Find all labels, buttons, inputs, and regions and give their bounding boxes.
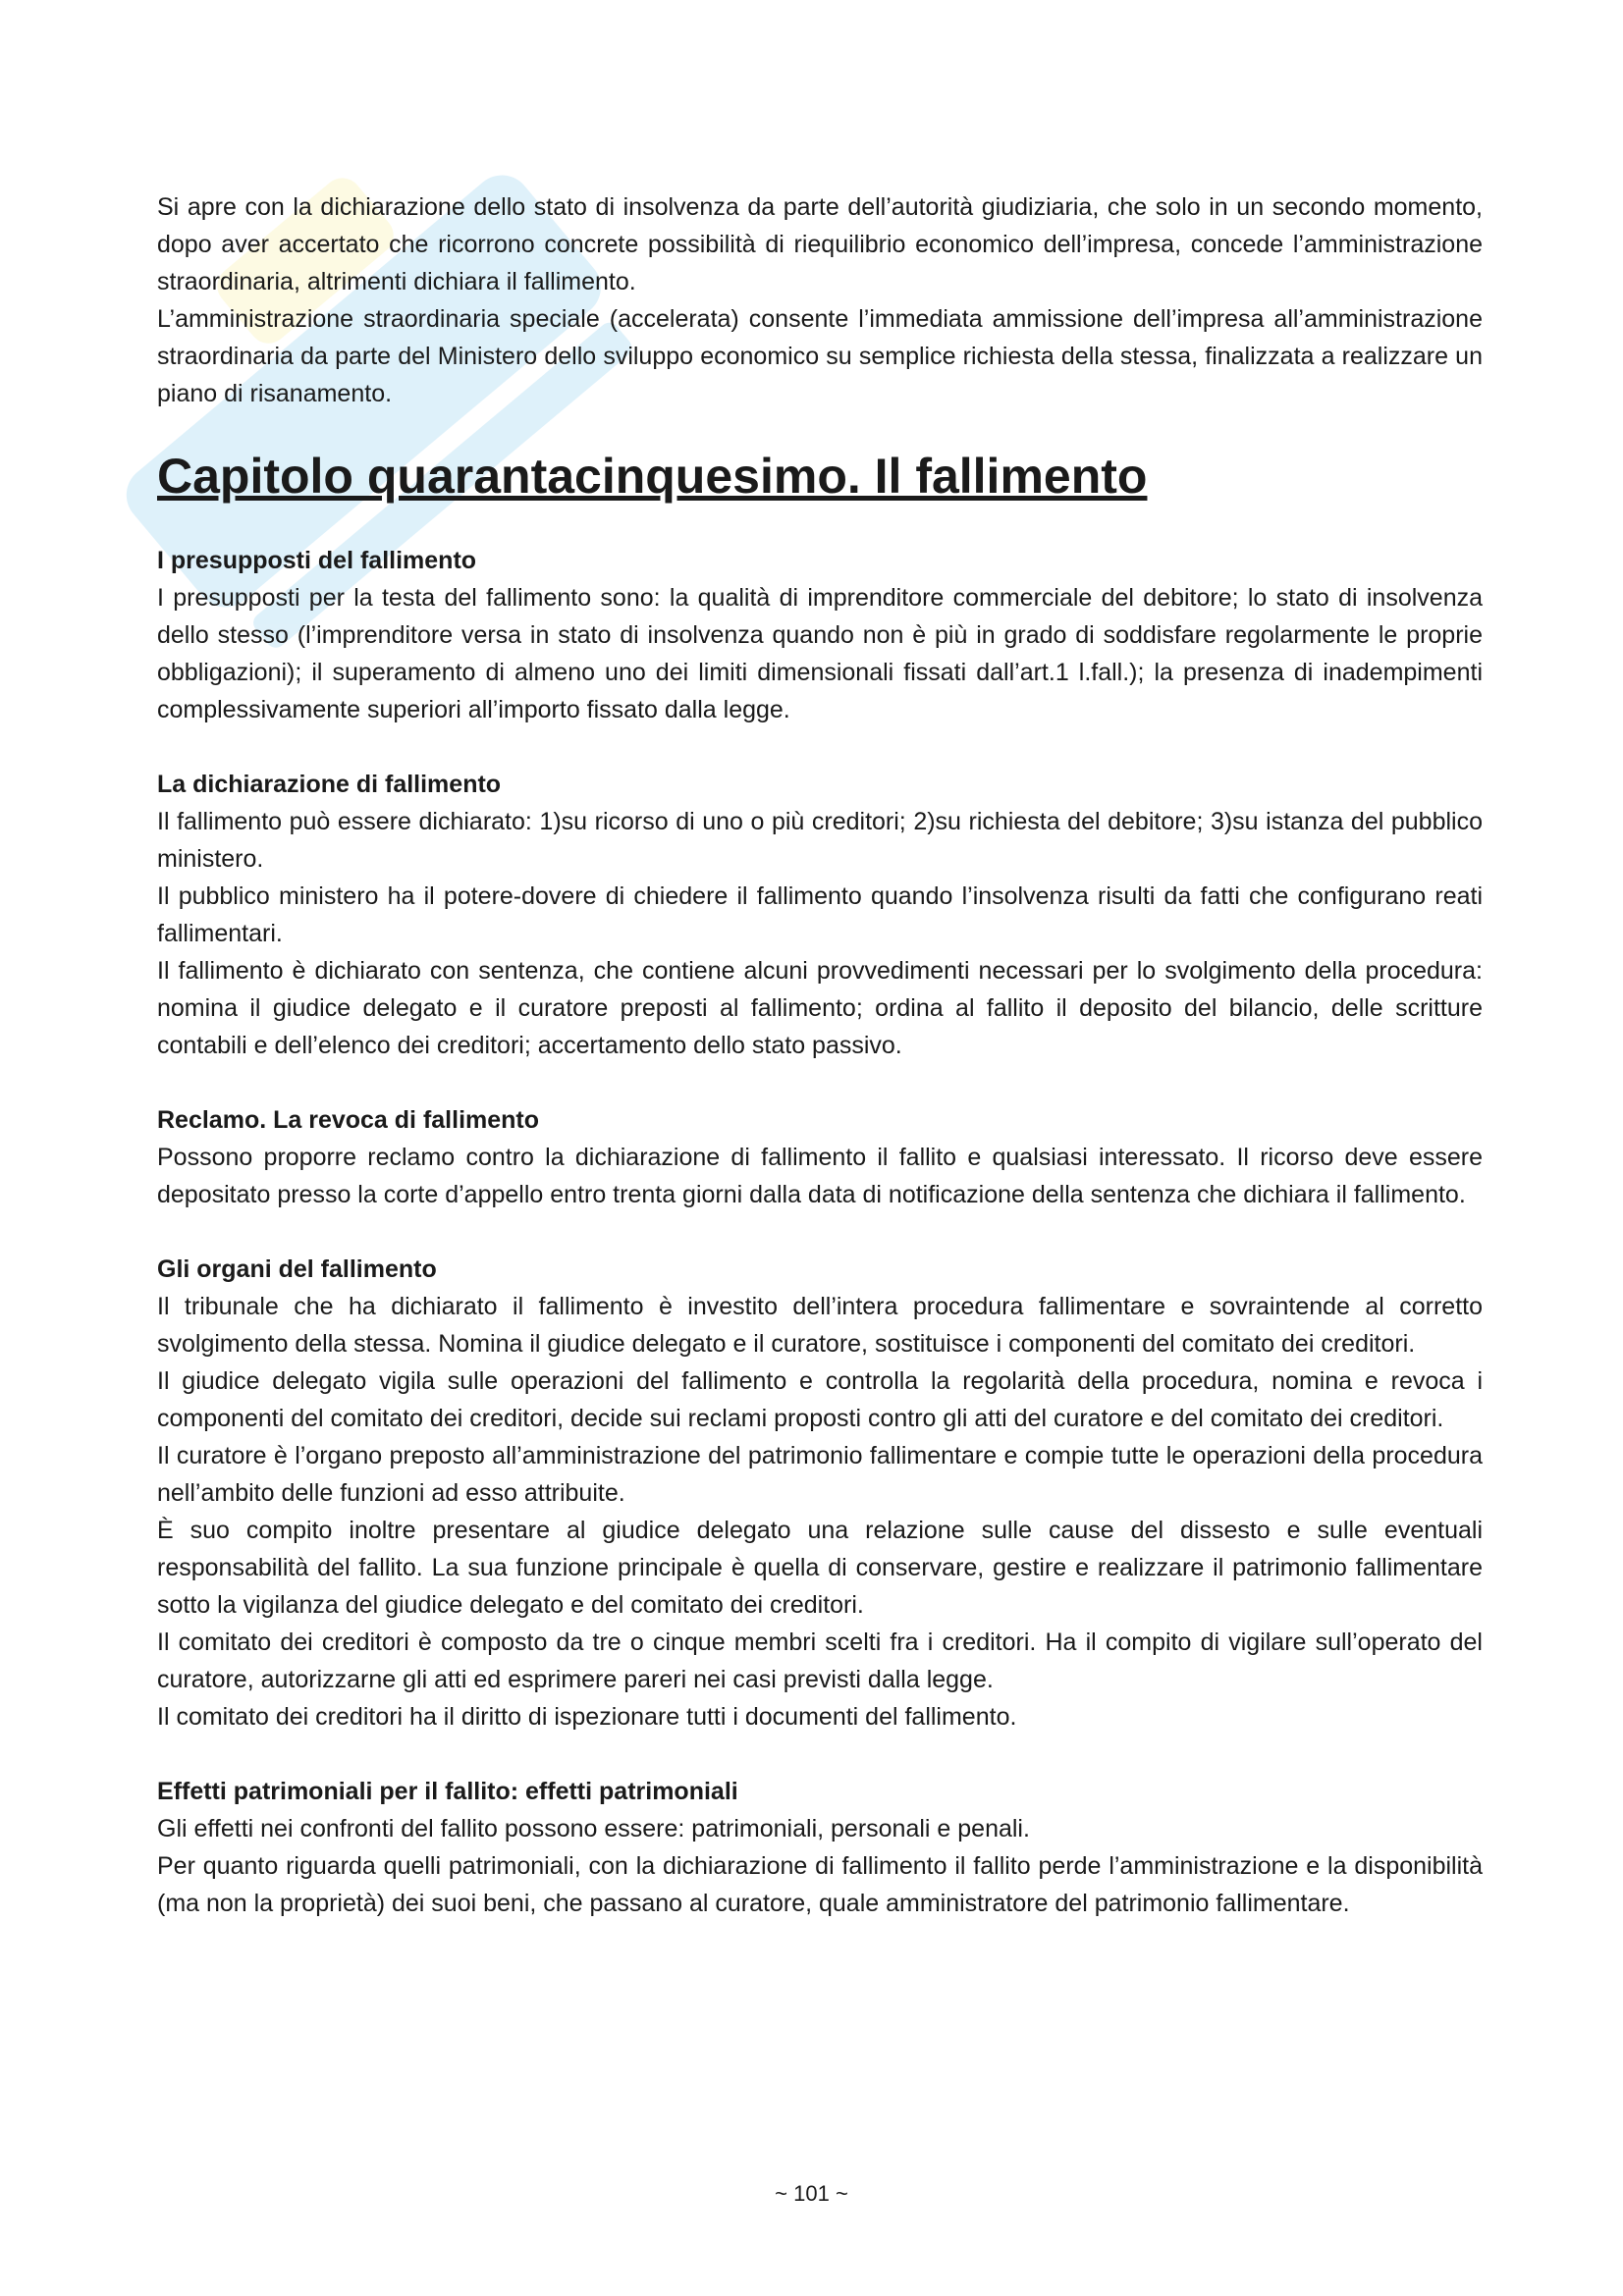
section-paragraph: I presupposti per la testa del fallimento sono: la qualità di imprenditore commerciale del debitore; lo stato di insolvenza dello stesso (l’imprenditore versa in stato di insolvenza quando non è più in grado di soddisfare regolarmente le proprie obbligazioni); il superamento di almeno uno dei limiti dimensionali fissati dall’art.1 l.fall.); la presenza di inadempimenti complessivamente superiori all’importo fissato dalla legge. bbox=[157, 584, 1483, 723]
section-paragraph: Il pubblico ministero ha il potere-dovere di chiedere il fallimento quando l’insolvenza risulti da fatti che configurano reati fallimentari. bbox=[157, 882, 1483, 947]
section-presupposti bbox=[157, 542, 1483, 728]
section-paragraph: Il fallimento è dichiarato con sentenza, che contiene alcuni provvedimenti necessari per lo svolgimento della procedura: nomina il giudice delegato e il curatore preposti al fallimento; ordina al fallito il deposito del bilancio, delle scritture contabili e dell’elenco dei creditori; accertamento dello stato passivo. bbox=[157, 957, 1483, 1059]
section-paragraph: Il comitato dei creditori ha il diritto di ispezionare tutti i documenti del fallimento. bbox=[157, 1703, 1017, 1731]
section-paragraph: Per quanto riguarda quelli patrimoniali, con la dichiarazione di fallimento il fallito perde l’amministrazione e la disponibilità (ma non la proprietà) dei suoi beni, che passano al curatore, quale amministratore del patrimonio fallimentare. bbox=[157, 1852, 1483, 1917]
section-paragraph: Possono proporre reclamo contro la dichiarazione di fallimento il fallito e qualsiasi interessato. Il ricorso deve essere depositato presso la corte d’appello entro trenta giorni dalla data di notificazione della sentenza che dichiara il fallimento. bbox=[157, 1144, 1483, 1208]
section-paragraph: Il curatore è l’organo preposto all’amministrazione del patrimonio fallimentare e compie tutte le operazioni della procedura nell’ambito delle funzioni ad esso attribuite. bbox=[157, 1442, 1483, 1507]
section-paragraph: Il giudice delegato vigila sulle operazioni del fallimento e controlla la regolarità della procedura, nomina e revoca i componenti del comitato dei creditori, decide sui reclami proposti contro gli atti del curatore e del comitato dei creditori. bbox=[157, 1367, 1483, 1432]
section-dichiarazione bbox=[157, 766, 1483, 1064]
section-paragraph: Gli effetti nei confronti del fallito possono essere: patrimoniali, personali e penali. bbox=[157, 1815, 1030, 1842]
section-paragraph: È suo compito inoltre presentare al giudice delegato una relazione sulle cause del dissesto e sulle eventuali responsabilità del fallito. La sua funzione principale è quella di conservare, gestire e realizzare il patrimonio fallimentare sotto la vigilanza del giudice delegato e del comitato dei creditori. bbox=[157, 1517, 1483, 1619]
section-heading: Reclamo. La revoca di fallimento bbox=[157, 1106, 540, 1134]
page-number: ~ 101 ~ bbox=[775, 2181, 848, 2206]
section-effetti bbox=[157, 1773, 1483, 1922]
section-heading: La dichiarazione di fallimento bbox=[157, 771, 502, 798]
intro-paragraph: Si apre con la dichiarazione dello stato di insolvenza da parte dell’autorità giudiziaria, che solo in un secondo momento, dopo aver accertato che ricorrono concrete possibilità di riequilibrio economico dell’impresa, concede l’amministrazione straordinaria, altrimenti dichiara il fallimento. bbox=[157, 193, 1483, 295]
intro-block bbox=[157, 188, 1483, 412]
section-organi bbox=[157, 1251, 1483, 1735]
chapter-title: Capitolo quarantacinquesimo. Il fallimento bbox=[157, 449, 1148, 504]
section-heading: Effetti patrimoniali per il fallito: effetti patrimoniali bbox=[157, 1778, 738, 1805]
section-heading: I presupposti del fallimento bbox=[157, 547, 477, 574]
section-paragraph: Il tribunale che ha dichiarato il fallimento è investito dell’intera procedura fallimentare e sovraintende al corretto svolgimento della stessa. Nomina il giudice delegato e il curatore, sostituisce i componenti del comitato dei creditori. bbox=[157, 1293, 1483, 1358]
intro-paragraph: L’amministrazione straordinaria speciale (accelerata) consente l’immediata ammissione dell’impresa all’amministrazione straordinaria da parte del Ministero dello sviluppo economico su semplice richiesta della stessa, finalizzata a realizzare un piano di risanamento. bbox=[157, 305, 1483, 407]
section-heading: Gli organi del fallimento bbox=[157, 1255, 437, 1283]
section-reclamo bbox=[157, 1101, 1483, 1213]
section-paragraph: Il fallimento può essere dichiarato: 1)su ricorso di uno o più creditori; 2)su richiesta del debitore; 3)su istanza del pubblico ministero. bbox=[157, 808, 1483, 873]
document-body bbox=[157, 188, 1483, 1959]
section-paragraph: Il comitato dei creditori è composto da tre o cinque membri scelti fra i creditori. Ha il compito di vigilare sull’operato del curatore, autorizzarne gli atti ed esprimere pareri nei casi previsti dalla legge. bbox=[157, 1629, 1483, 1693]
